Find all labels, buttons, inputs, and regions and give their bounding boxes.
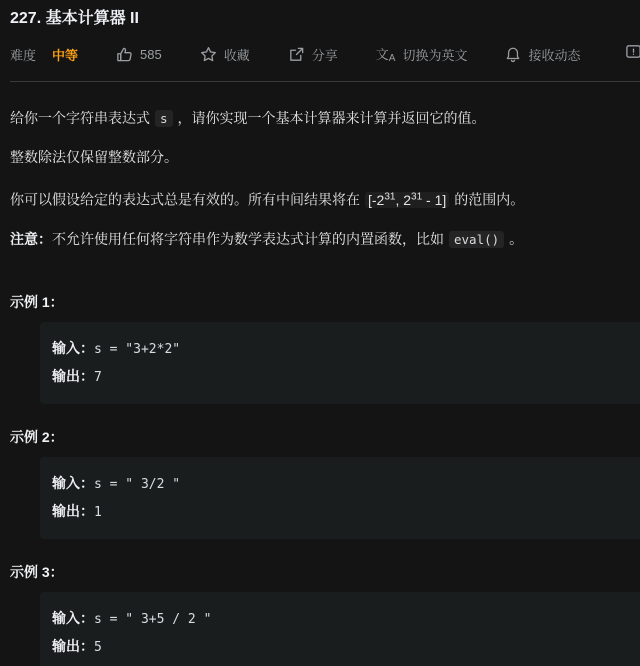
output-value: 1: [94, 504, 102, 520]
output-label: 输出：: [52, 367, 94, 384]
bell-icon: [505, 46, 521, 63]
output-value: 7: [94, 369, 102, 385]
example-1-code-block: [40, 322, 640, 404]
share-label: 分享: [311, 47, 338, 63]
favorite-label: 收藏: [223, 47, 250, 63]
input-value: s = " 3+5 / 2 ": [94, 611, 212, 627]
difficulty-badge: 中等: [52, 47, 79, 63]
notify-label: 接收动态: [528, 47, 581, 63]
output-label: 输出：: [52, 637, 94, 654]
example-3-code-block: [40, 592, 640, 666]
example-1: [10, 292, 640, 404]
translate-icon: 文A: [375, 47, 396, 64]
notify-button[interactable]: [505, 45, 580, 64]
difficulty-label: 难度: [10, 47, 37, 63]
feedback-button[interactable]: [625, 43, 640, 63]
input-label: 输入：: [52, 339, 94, 356]
example-2: [10, 427, 640, 539]
math-range: [$-2^{31}$, $2^{31} - 1$]: [365, 192, 449, 208]
like-count: 585: [140, 46, 162, 62]
description-paragraph-3: 你可以假设给定的表达式总是有效的。所有中间结果将在 [$-2^{31}$, $2^{31} - 1$] 的范围内。: [10, 191, 525, 208]
problem-meta-bar: [10, 44, 640, 64]
example-2-label: 示例 2：: [10, 428, 64, 445]
example-2-code-block: [40, 457, 640, 539]
example-1-label: 示例 1：: [10, 293, 64, 310]
feedback-icon: [625, 47, 640, 63]
input-label: 输入：: [52, 474, 94, 491]
inline-code-s: s: [155, 110, 173, 127]
description-paragraph-2: 整数除法仅保留整数部分。: [10, 149, 178, 165]
page-title: 227. 基本计算器 II: [10, 10, 139, 27]
output-value: 5: [94, 639, 102, 655]
problem-description: [10, 82, 640, 250]
inline-code-eval: eval(): [449, 231, 504, 248]
translate-label: 切换为英文: [402, 47, 468, 63]
note-label: 注意：: [10, 230, 52, 247]
description-paragraph-note: 注意：不允许使用任何将字符串作为数学表达式计算的内置函数，比如 eval() 。: [10, 230, 524, 247]
examples-section: [10, 292, 640, 666]
share-icon: [288, 46, 305, 63]
example-3-label: 示例 3：: [10, 563, 64, 580]
input-value: s = " 3/2 ": [94, 476, 181, 492]
example-3: [10, 562, 640, 666]
share-button[interactable]: [288, 45, 338, 64]
description-paragraph-1: 给你一个字符串表达式 s ，请你实现一个基本计算器来计算并返回它的值。: [10, 110, 486, 126]
star-icon: [200, 46, 217, 63]
input-value: s = "3+2*2": [94, 341, 181, 357]
output-label: 输出：: [52, 502, 94, 519]
favorite-button[interactable]: [200, 45, 250, 64]
like-button[interactable]: [116, 46, 162, 63]
translate-button[interactable]: [376, 44, 468, 64]
input-label: 输入：: [52, 609, 94, 626]
thumbs-up-icon: [116, 46, 133, 63]
